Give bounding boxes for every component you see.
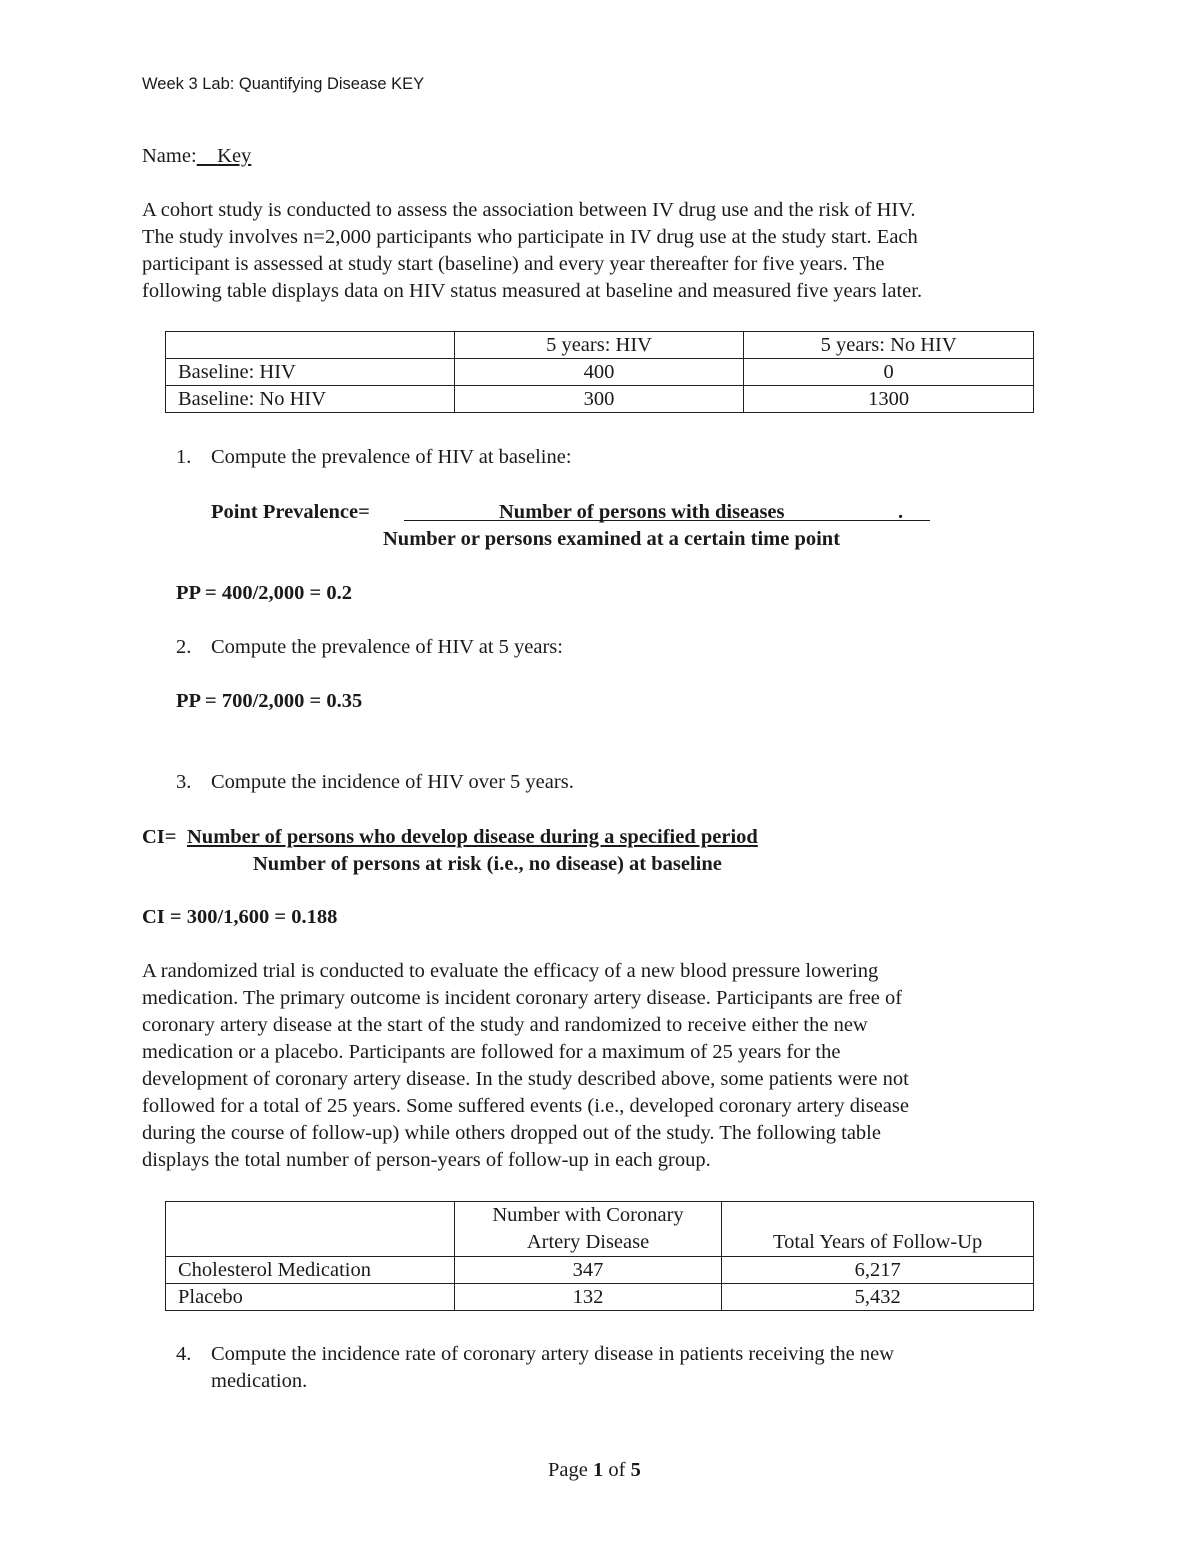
ci-denominator: Number of persons at risk (i.e., no disease) at baseline: [253, 853, 722, 875]
table-header-row: [166, 1202, 1034, 1257]
table-cell: 347: [454, 1257, 722, 1284]
question-3-text: Compute the incidence of HIV over 5 years.: [211, 771, 574, 793]
trial-line: medication or a placebo. Participants are followed for a maximum of 25 years for the: [142, 1041, 841, 1063]
follow-up-table: [165, 1201, 1034, 1311]
page-footer: [548, 1457, 641, 1484]
question-3-number: 3.: [176, 771, 192, 793]
question-2-text: Compute the prevalence of HIV at 5 years:: [211, 636, 563, 658]
page-word: Page: [548, 1459, 588, 1481]
trial-line: coronary artery disease at the start of the study and randomized to receive either the new: [142, 1014, 868, 1036]
name-line: [142, 143, 764, 170]
table-cell: 400: [454, 359, 744, 386]
header-line: Artery Disease: [526, 1231, 650, 1253]
table-cell: 132: [454, 1284, 722, 1311]
trial-line: followed for a total of 25 years. Some suffered events (i.e., developed coronary artery disease: [142, 1095, 909, 1117]
question-4-text-line-2: medication.: [211, 1370, 308, 1392]
trial-line: displays the total number of person-years of follow-up in each group.: [142, 1149, 711, 1171]
trial-line: development of coronary artery disease. In the study described above, some patients were not: [142, 1068, 909, 1090]
question-3-answer: CI = 300/1,600 = 0.188: [142, 906, 338, 928]
table-cell: 1300: [744, 386, 1034, 413]
table-row-label: Baseline: No HIV: [166, 386, 455, 413]
header-line: Number with Coronary: [492, 1204, 684, 1226]
intro-line: following table displays data on HIV status measured at baseline and measured five years later.: [142, 280, 923, 302]
name-label: Name:: [142, 145, 197, 167]
table-header-cell: 5 years: No HIV: [744, 332, 1034, 359]
table-header-cell: 5 years: HIV: [454, 332, 744, 359]
table-header-row: [166, 332, 1034, 359]
question-2-answer: PP = 700/2,000 = 0.35: [176, 690, 363, 712]
question-1-text: Compute the prevalence of HIV at baseline:: [211, 446, 572, 468]
table-cell: 6,217: [722, 1257, 1034, 1284]
intro-paragraph: [142, 197, 1042, 305]
page-total: 5: [630, 1459, 641, 1481]
hiv-status-table: [165, 331, 1034, 413]
ci-numerator: Number of persons who develop disease during a specified period: [187, 826, 758, 848]
table-row-label: Cholesterol Medication: [166, 1257, 455, 1284]
intro-line: participant is assessed at study start (baseline) and every year thereafter for five years. The: [142, 253, 885, 275]
of-word: of: [608, 1459, 626, 1481]
table-cell: [166, 1202, 455, 1257]
ci-formula-label: CI=: [142, 826, 177, 848]
trial-line: A randomized trial is conducted to evaluate the efficacy of a new blood pressure lowering: [142, 960, 879, 982]
pp-numerator-period: .: [898, 501, 904, 523]
table-cell: 0: [744, 359, 1034, 386]
question-1-answer: PP = 400/2,000 = 0.2: [176, 582, 352, 604]
table-cell: 5,432: [722, 1284, 1034, 1311]
table-row: [166, 359, 1034, 386]
question-1-number: 1.: [176, 446, 192, 468]
table-cell: [166, 332, 455, 359]
pp-formula-label: Point Prevalence=: [211, 501, 370, 523]
intro-line: The study involves n=2,000 participants who participate in IV drug use at the study start. Each: [142, 226, 918, 248]
table-row-label: Baseline: HIV: [166, 359, 455, 386]
page-number: 1: [592, 1459, 604, 1481]
intro-line: A cohort study is conducted to assess the association between IV drug use and the risk of HIV.: [142, 199, 916, 221]
page-header: Week 3 Lab: Quantifying Disease KEY: [142, 75, 425, 93]
name-value: Key: [217, 145, 252, 167]
table-row: [166, 1257, 1034, 1284]
pp-numerator: Number of persons with diseases: [499, 501, 785, 523]
table-row: [166, 1284, 1034, 1311]
table-row-label: Placebo: [166, 1284, 455, 1311]
table-header-cell: [722, 1202, 1034, 1257]
question-4-number: 4.: [176, 1343, 192, 1365]
trial-paragraph: [142, 958, 1042, 1174]
trial-line: during the course of follow-up) while others dropped out of the study. The following table: [142, 1122, 881, 1144]
trial-line: medication. The primary outcome is incident coronary artery disease. Participants are free of: [142, 987, 903, 1009]
question-4-text-line-1: Compute the incidence rate of coronary artery disease in patients receiving the new: [211, 1343, 895, 1365]
pp-denominator: Number or persons examined at a certain time point: [383, 528, 841, 550]
table-row: [166, 386, 1034, 413]
table-header-cell: [454, 1202, 722, 1257]
question-2-number: 2.: [176, 636, 192, 658]
header-line: Total Years of Follow-Up: [773, 1231, 983, 1253]
table-cell: 300: [454, 386, 744, 413]
